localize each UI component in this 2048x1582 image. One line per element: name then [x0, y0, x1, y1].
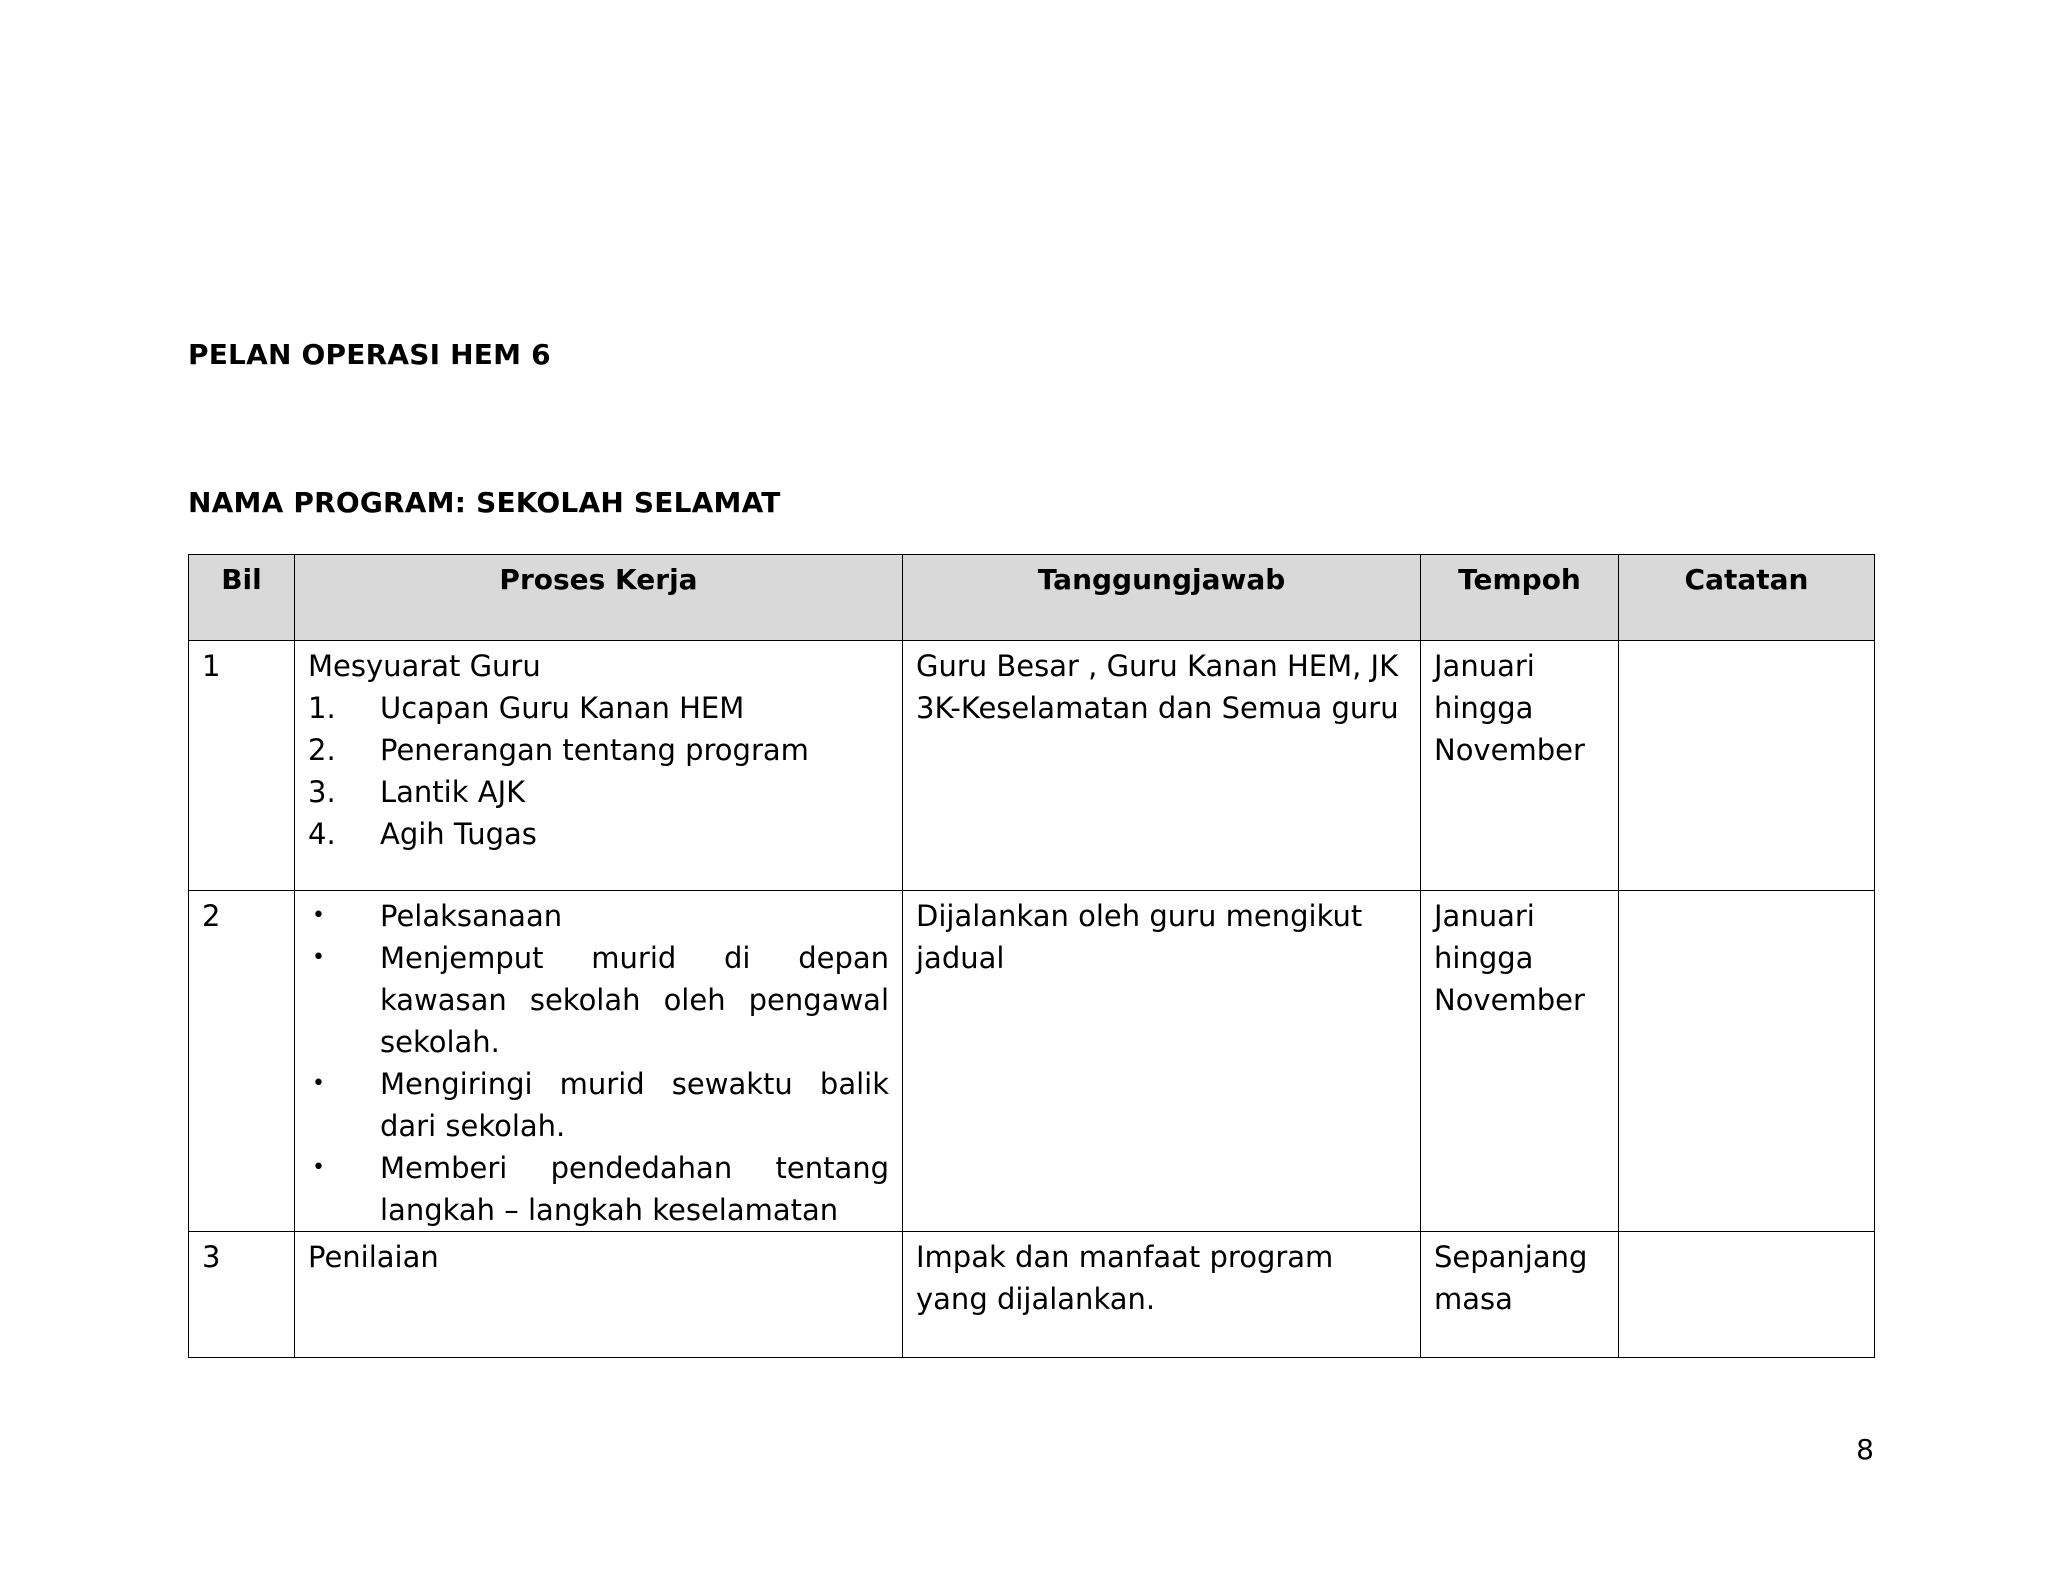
list-item-text: Ucapan Guru Kanan HEM	[380, 691, 745, 725]
cell-tanggungjawab: Impak dan manfaat program yang dijalankan.	[903, 1232, 1421, 1358]
list-item-text: Pelaksanaan	[380, 899, 563, 933]
list-number: 4.	[308, 817, 336, 851]
bullet-icon: •	[312, 1071, 325, 1096]
header-proses-kerja: Proses Kerja	[295, 555, 903, 641]
cell-tempoh: Sepanjang masa	[1421, 1232, 1619, 1358]
operation-plan-table	[188, 554, 1875, 1358]
numbered-list	[308, 687, 889, 855]
list-item-text: Agih Tugas	[380, 817, 537, 851]
header-bil: Bil	[189, 555, 295, 641]
cell-tanggungjawab: Guru Besar , Guru Kanan HEM, JK 3K-Keselamatan dan Semua guru	[903, 641, 1421, 891]
list-item	[308, 1063, 889, 1147]
list-item	[308, 771, 889, 813]
cell-catatan	[1619, 1232, 1875, 1358]
list-number: 3.	[308, 775, 336, 809]
list-item-text: Menjemput murid di depan kawasan sekolah oleh pengawal sekolah.	[380, 941, 889, 1059]
cell-bil: 2	[189, 891, 295, 1232]
header-tanggungjawab: Tanggungjawab	[903, 555, 1421, 641]
cell-proses-kerja	[295, 641, 903, 891]
program-name-heading: NAMA PROGRAM: SEKOLAH SELAMAT	[188, 486, 781, 519]
bullet-icon: •	[312, 903, 325, 928]
header-tempoh: Tempoh	[1421, 555, 1619, 641]
list-item	[308, 813, 889, 855]
cell-catatan	[1619, 641, 1875, 891]
table-row	[189, 1232, 1875, 1358]
list-item-text: Memberi pendedahan tentang langkah – langkah keselamatan	[380, 1151, 889, 1227]
table-row	[189, 641, 1875, 891]
bullet-icon: •	[312, 945, 325, 970]
cell-tanggungjawab: Dijalankan oleh guru mengikut jadual	[903, 891, 1421, 1232]
list-item	[308, 895, 889, 937]
document-title: PELAN OPERASI HEM 6	[188, 338, 551, 371]
cell-proses-kerja	[295, 891, 903, 1232]
list-item-text: Penerangan tentang program	[380, 733, 809, 767]
process-title: Mesyuarat Guru	[308, 649, 541, 683]
list-item-text: Mengiringi murid sewaktu balik dari sekolah.	[380, 1067, 889, 1143]
list-item	[308, 1147, 889, 1231]
header-catatan: Catatan	[1619, 555, 1875, 641]
page-number: 8	[1856, 1433, 1874, 1466]
cell-bil: 3	[189, 1232, 295, 1358]
cell-tempoh: Januari hingga November	[1421, 641, 1619, 891]
cell-catatan	[1619, 891, 1875, 1232]
cell-tempoh: Januari hingga November	[1421, 891, 1619, 1232]
table-row	[189, 891, 1875, 1232]
list-number: 2.	[308, 733, 336, 767]
bullet-icon: •	[312, 1155, 325, 1180]
bulleted-list	[308, 895, 889, 1231]
table-header-row	[189, 555, 1875, 641]
list-item	[308, 687, 889, 729]
cell-bil: 1	[189, 641, 295, 891]
list-item-text: Lantik AJK	[380, 775, 526, 809]
list-item	[308, 729, 889, 771]
cell-proses-kerja: Penilaian	[295, 1232, 903, 1358]
list-item	[308, 937, 889, 1063]
list-number: 1.	[308, 691, 336, 725]
